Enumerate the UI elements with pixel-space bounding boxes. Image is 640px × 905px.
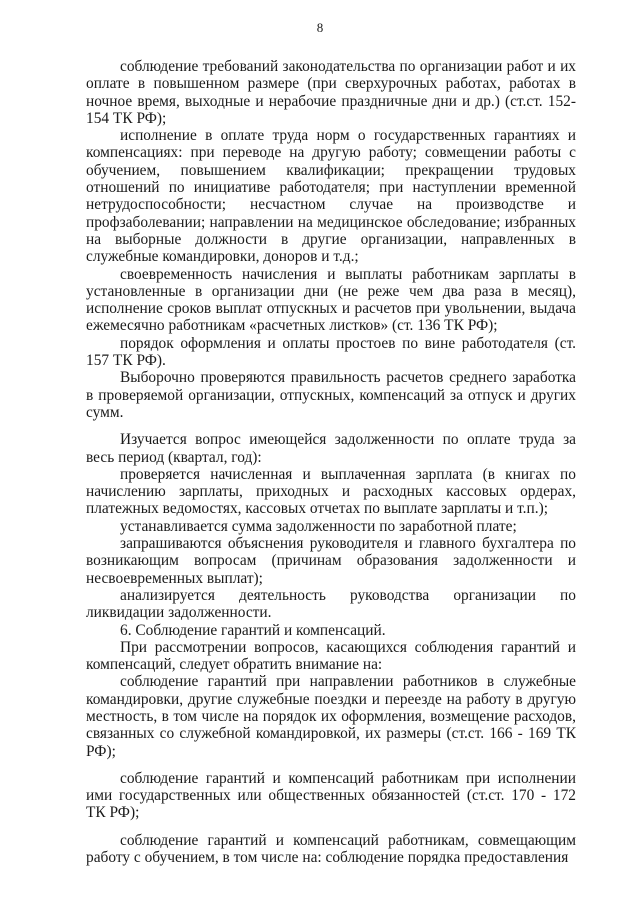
- section-heading: 6. Соблюдение гарантий и компенсаций.: [120, 621, 386, 639]
- paragraph: своевременность начисления и выплаты работникам зарплаты в установленные в организации дни (не реже чем два раза в месяц), исполнение сроков выплат отпускных и расчетов при увольнении, выдача ежемесячно работникам «расчетных листков» (ст. 136 ТК РФ);: [86, 265, 576, 335]
- paragraph: соблюдение требований законодательства по организации работ и их оплате в повышенном размере (при сверхурочных работах, работах в ночное время, выходные и нерабочие праздничные дни и др.) (ст.ст. 152-154 ТК РФ);: [86, 58, 576, 127]
- paragraph: При рассмотрении вопросов, касающихся соблюдения гарантий и компенсаций, следует обратить внимание на:: [86, 638, 576, 674]
- paragraph: запрашиваются объяснения руководителя и главного бухгалтера по возникающим вопросам (причинам образования задолженности и несвоевременных выплат);: [86, 535, 576, 587]
- paragraph: Изучается вопрос имеющейся задолженности по оплате труда за весь период (квартал, год):: [86, 431, 576, 466]
- paragraph: порядок оформления и оплаты простоев по вине работодателя (ст. 157 ТК РФ).: [86, 334, 576, 370]
- document-body: [86, 58, 576, 866]
- paragraph: проверяется начисленная и выплаченная зарплата (в книгах по начислению зарплаты, приходных и расходных кассовых ордерах, платежных ведомостях, кассовых отчетах по выплате зарплаты и т.п.);: [86, 465, 576, 518]
- paragraph: соблюдение гарантий и компенсаций работникам, совмещающим работу с обучением, в том числе на: соблюдение порядка предоставления: [86, 831, 576, 867]
- paragraph: устанавливается сумма задолженности по заработной плате;: [120, 517, 517, 535]
- paragraph: соблюдение гарантий при направлении работников в служебные командировки, другие служебные поездки и переезде на работу в другую местность, в том числе на порядок их оформления, возмещение расходов, связанных со служебной командировкой, их размеры (ст.ст. 166 - 169 ТК РФ);: [86, 673, 576, 760]
- paragraph: анализируется деятельность руководства организации по ликвидации задолженности.: [86, 586, 576, 622]
- paragraph: Выборочно проверяются правильность расчетов среднего заработка в проверяемой организации, отпускных, компенсаций за отпуск и других сумм.: [86, 369, 576, 421]
- page-number: 8: [316, 20, 324, 35]
- paragraph: соблюдение гарантий и компенсаций работникам при исполнении ими государственных или общественных обязанностей (ст.ст. 170 - 172 ТК РФ);: [86, 769, 576, 822]
- paragraph: исполнение в оплате труда норм о государственных гарантиях и компенсациях: при переводе на другую работу; совмещении работы с обучением, повышением квалификации; прекращении трудовых отношений по инициативе работодателя; при наступлении временной нетрудоспособности; несчастном случае на производстве и профзаболевании; направлении на медицинское обследование; избранных на выборные должности в другие организации, направленных в служебные командировки, доноров и т.д.;: [86, 127, 576, 266]
